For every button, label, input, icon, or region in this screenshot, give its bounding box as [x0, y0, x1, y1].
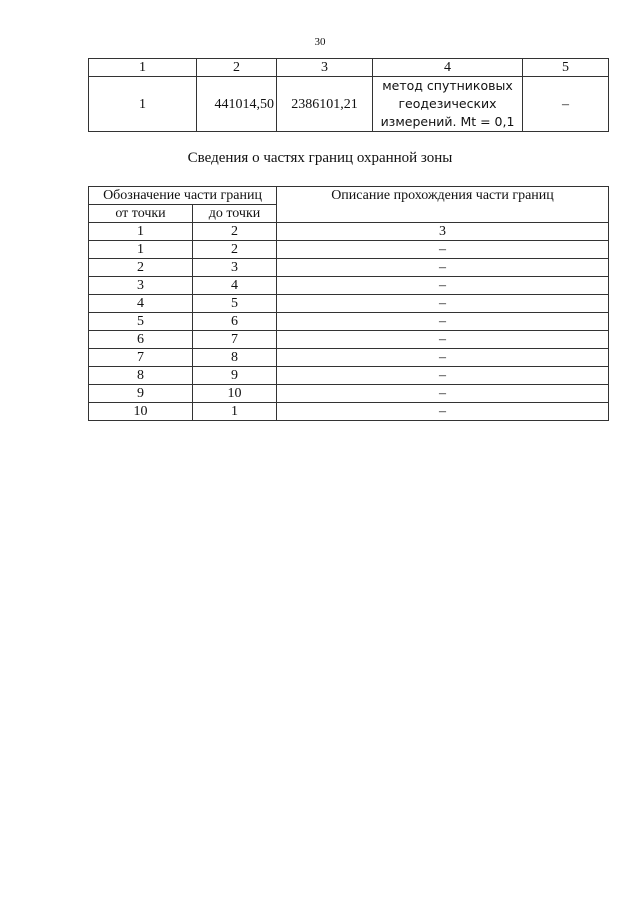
from-point: 1 [89, 223, 193, 241]
boundary-parts-table [88, 186, 609, 421]
header-cell: 4 [373, 59, 523, 77]
table-row [89, 349, 609, 367]
from-point: 2 [89, 259, 193, 277]
point-number: 1 [89, 77, 197, 132]
to-point: 2 [193, 241, 277, 259]
to-point: 1 [193, 403, 277, 421]
to-point: 4 [193, 277, 277, 295]
description: – [277, 367, 609, 385]
to-point: 8 [193, 349, 277, 367]
from-point: 4 [89, 295, 193, 313]
from-point: 6 [89, 331, 193, 349]
table-row [89, 385, 609, 403]
table-row [89, 403, 609, 421]
to-point: 2 [193, 223, 277, 241]
description: – [277, 403, 609, 421]
table-row [89, 259, 609, 277]
to-point: 9 [193, 367, 277, 385]
coord-x: 441014,50 [197, 77, 277, 132]
to-point: 7 [193, 331, 277, 349]
header-cell: 1 [89, 59, 197, 77]
from-point: 3 [89, 277, 193, 295]
description: – [277, 313, 609, 331]
point-description: – [523, 77, 609, 132]
table-row [89, 77, 609, 132]
description: – [277, 349, 609, 367]
description: – [277, 295, 609, 313]
from-point: 8 [89, 367, 193, 385]
header-cell: 3 [277, 59, 373, 77]
description: – [277, 331, 609, 349]
table-row [89, 223, 609, 241]
table-row [89, 277, 609, 295]
description: – [277, 385, 609, 403]
table-row [89, 331, 609, 349]
to-point: 6 [193, 313, 277, 331]
from-point: 7 [89, 349, 193, 367]
description: – [277, 241, 609, 259]
description: – [277, 277, 609, 295]
table-row [89, 313, 609, 331]
to-point: 5 [193, 295, 277, 313]
coord-y: 2386101,21 [277, 77, 373, 132]
method-description: метод спутниковых геодезических измерений. Mt = 0,1 [373, 77, 523, 132]
page-number: 30 [314, 36, 326, 48]
header-cell: 5 [523, 59, 609, 77]
description: – [277, 259, 609, 277]
section-title: Сведения о частях границ охранной зоны [187, 150, 453, 166]
header-group: Обозначение части границ [89, 187, 277, 205]
header-cell: 2 [197, 59, 277, 77]
table-header-row [89, 59, 609, 77]
header-to: до точки [193, 205, 277, 223]
from-point: 9 [89, 385, 193, 403]
from-point: 1 [89, 241, 193, 259]
header-description: Описание прохождения части границ [277, 187, 609, 223]
description: 3 [277, 223, 609, 241]
coordinates-table [88, 58, 609, 132]
header-from: от точки [89, 205, 193, 223]
table-header-row [89, 187, 609, 205]
to-point: 10 [193, 385, 277, 403]
to-point: 3 [193, 259, 277, 277]
table-row [89, 295, 609, 313]
table-row [89, 241, 609, 259]
from-point: 10 [89, 403, 193, 421]
table-row [89, 367, 609, 385]
from-point: 5 [89, 313, 193, 331]
